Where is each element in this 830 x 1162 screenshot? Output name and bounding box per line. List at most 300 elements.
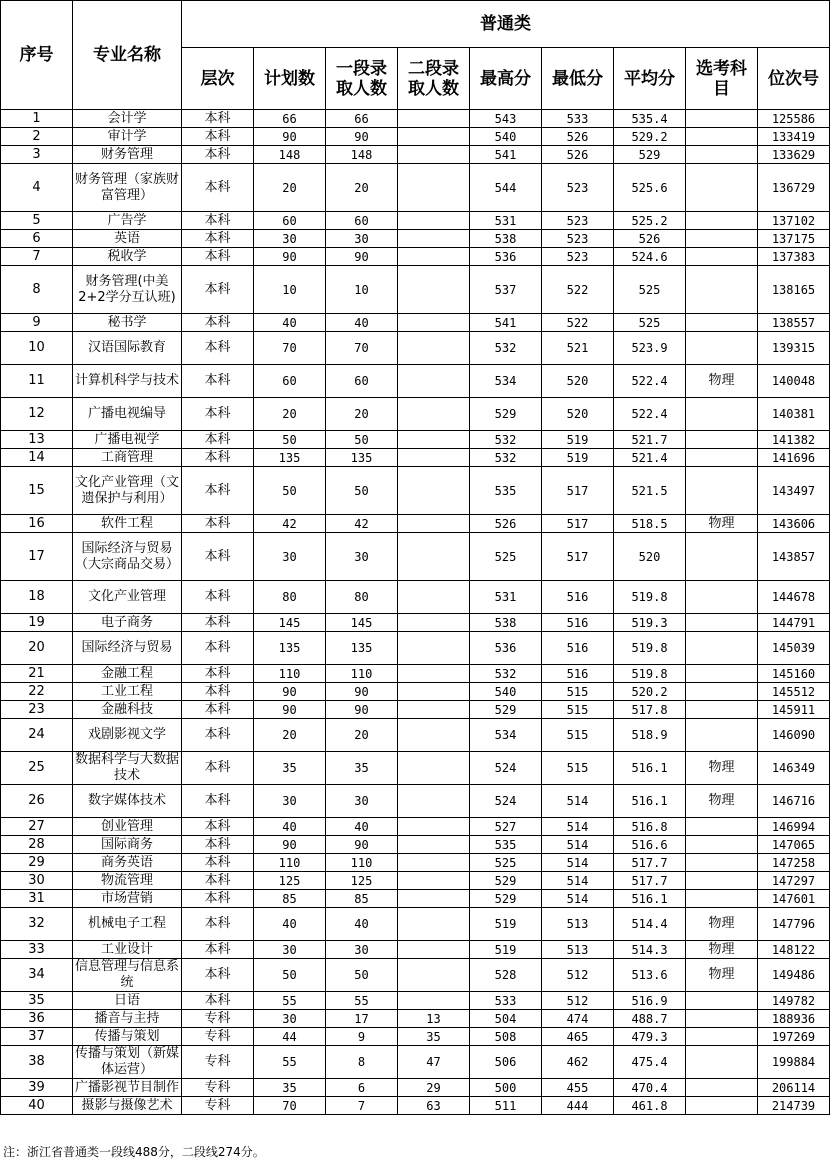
cell-level: 本科 bbox=[182, 431, 254, 449]
cell-rank: 144678 bbox=[758, 581, 830, 614]
cell-major: 日语 bbox=[73, 992, 182, 1010]
cell-seq: 12 bbox=[1, 398, 73, 431]
cell-major: 财务管理(中美2+2学分互认班) bbox=[73, 266, 182, 314]
cell-avg-score: 518.9 bbox=[614, 719, 686, 752]
cell-second-stage bbox=[398, 908, 470, 941]
cell-min-score: 512 bbox=[542, 959, 614, 992]
cell-seq: 20 bbox=[1, 632, 73, 665]
cell-major: 会计学 bbox=[73, 110, 182, 128]
cell-min-score: 521 bbox=[542, 332, 614, 365]
cell-first-stage: 40 bbox=[326, 908, 398, 941]
cell-level: 本科 bbox=[182, 701, 254, 719]
cell-min-score: 515 bbox=[542, 701, 614, 719]
cell-plan: 20 bbox=[254, 164, 326, 212]
cell-level: 专科 bbox=[182, 1046, 254, 1079]
cell-max-score: 540 bbox=[470, 128, 542, 146]
cell-max-score: 527 bbox=[470, 818, 542, 836]
cell-second-stage bbox=[398, 110, 470, 128]
cell-rank: 140381 bbox=[758, 398, 830, 431]
cell-max-score: 537 bbox=[470, 266, 542, 314]
table-row bbox=[1, 632, 830, 665]
cell-first-stage: 125 bbox=[326, 872, 398, 890]
table-row bbox=[1, 467, 830, 515]
cell-plan: 20 bbox=[254, 719, 326, 752]
cell-major: 财务管理 bbox=[73, 146, 182, 164]
cell-second-stage bbox=[398, 467, 470, 515]
cell-first-stage: 20 bbox=[326, 398, 398, 431]
cell-avg-score: 461.8 bbox=[614, 1097, 686, 1115]
cell-max-score: 532 bbox=[470, 449, 542, 467]
cell-seq: 4 bbox=[1, 164, 73, 212]
cell-plan: 80 bbox=[254, 581, 326, 614]
cell-first-stage: 110 bbox=[326, 854, 398, 872]
cell-seq: 11 bbox=[1, 365, 73, 398]
cell-first-stage: 20 bbox=[326, 719, 398, 752]
cell-second-stage bbox=[398, 398, 470, 431]
cell-first-stage: 90 bbox=[326, 248, 398, 266]
table-row bbox=[1, 1079, 830, 1097]
cell-major: 国际经济与贸易 bbox=[73, 632, 182, 665]
cell-second-stage: 29 bbox=[398, 1079, 470, 1097]
cell-seq: 16 bbox=[1, 515, 73, 533]
cell-rank: 136729 bbox=[758, 164, 830, 212]
cell-rank: 140048 bbox=[758, 365, 830, 398]
cell-plan: 85 bbox=[254, 890, 326, 908]
cell-major: 电子商务 bbox=[73, 614, 182, 632]
cell-seq: 21 bbox=[1, 665, 73, 683]
cell-first-stage: 6 bbox=[326, 1079, 398, 1097]
cell-level: 本科 bbox=[182, 785, 254, 818]
cell-level: 本科 bbox=[182, 683, 254, 701]
cell-level: 本科 bbox=[182, 467, 254, 515]
cell-plan: 55 bbox=[254, 992, 326, 1010]
cell-second-stage: 35 bbox=[398, 1028, 470, 1046]
cell-max-score: 544 bbox=[470, 164, 542, 212]
cell-avg-score: 519.8 bbox=[614, 632, 686, 665]
cell-max-score: 534 bbox=[470, 719, 542, 752]
cell-seq: 30 bbox=[1, 872, 73, 890]
cell-plan: 10 bbox=[254, 266, 326, 314]
cell-avg-score: 525 bbox=[614, 266, 686, 314]
cell-max-score: 529 bbox=[470, 398, 542, 431]
cell-rank: 188936 bbox=[758, 1010, 830, 1028]
cell-first-stage: 90 bbox=[326, 683, 398, 701]
cell-max-score: 532 bbox=[470, 665, 542, 683]
cell-min-score: 516 bbox=[542, 632, 614, 665]
cell-plan: 90 bbox=[254, 836, 326, 854]
cell-first-stage: 148 bbox=[326, 146, 398, 164]
cell-avg-score: 520.2 bbox=[614, 683, 686, 701]
cell-subject: 物理 bbox=[686, 959, 758, 992]
cell-level: 本科 bbox=[182, 614, 254, 632]
cell-level: 本科 bbox=[182, 992, 254, 1010]
cell-major: 机械电子工程 bbox=[73, 908, 182, 941]
cell-second-stage bbox=[398, 959, 470, 992]
cell-level: 本科 bbox=[182, 908, 254, 941]
cell-avg-score: 513.6 bbox=[614, 959, 686, 992]
cell-max-score: 538 bbox=[470, 614, 542, 632]
cell-rank: 145160 bbox=[758, 665, 830, 683]
cell-major: 金融科技 bbox=[73, 701, 182, 719]
cell-first-stage: 30 bbox=[326, 533, 398, 581]
cell-major: 英语 bbox=[73, 230, 182, 248]
cell-seq: 38 bbox=[1, 1046, 73, 1079]
cell-plan: 42 bbox=[254, 515, 326, 533]
cell-avg-score: 516.9 bbox=[614, 992, 686, 1010]
cell-rank: 146716 bbox=[758, 785, 830, 818]
cell-level: 本科 bbox=[182, 752, 254, 785]
cell-subject bbox=[686, 212, 758, 230]
cell-plan: 50 bbox=[254, 959, 326, 992]
cell-subject: 物理 bbox=[686, 785, 758, 818]
cell-plan: 30 bbox=[254, 230, 326, 248]
cell-second-stage bbox=[398, 212, 470, 230]
cell-level: 本科 bbox=[182, 872, 254, 890]
cell-avg-score: 516.6 bbox=[614, 836, 686, 854]
cell-major: 传播与策划 bbox=[73, 1028, 182, 1046]
table-row bbox=[1, 365, 830, 398]
header-level: 层次 bbox=[182, 48, 254, 110]
cell-major: 审计学 bbox=[73, 128, 182, 146]
cell-rank: 145512 bbox=[758, 683, 830, 701]
cell-plan: 110 bbox=[254, 854, 326, 872]
cell-min-score: 519 bbox=[542, 449, 614, 467]
cell-min-score: 526 bbox=[542, 128, 614, 146]
cell-plan: 145 bbox=[254, 614, 326, 632]
cell-seq: 15 bbox=[1, 467, 73, 515]
cell-avg-score: 520 bbox=[614, 533, 686, 581]
cell-min-score: 519 bbox=[542, 431, 614, 449]
cell-min-score: 526 bbox=[542, 146, 614, 164]
cell-major: 软件工程 bbox=[73, 515, 182, 533]
cell-plan: 40 bbox=[254, 908, 326, 941]
cell-subject bbox=[686, 266, 758, 314]
cell-max-score: 506 bbox=[470, 1046, 542, 1079]
cell-avg-score: 529.2 bbox=[614, 128, 686, 146]
cell-level: 本科 bbox=[182, 146, 254, 164]
table-row bbox=[1, 665, 830, 683]
cell-major: 税收学 bbox=[73, 248, 182, 266]
table-row bbox=[1, 581, 830, 614]
cell-major: 数字媒体技术 bbox=[73, 785, 182, 818]
header-group: 普通类 bbox=[182, 1, 830, 48]
cell-level: 本科 bbox=[182, 128, 254, 146]
cell-major: 秘书学 bbox=[73, 314, 182, 332]
cell-max-score: 535 bbox=[470, 836, 542, 854]
cell-level: 本科 bbox=[182, 515, 254, 533]
cell-seq: 26 bbox=[1, 785, 73, 818]
header-first-stage: 一段录 取人数 bbox=[326, 48, 398, 110]
table-row bbox=[1, 398, 830, 431]
header-min-score: 最低分 bbox=[542, 48, 614, 110]
cell-level: 本科 bbox=[182, 266, 254, 314]
cell-first-stage: 35 bbox=[326, 752, 398, 785]
cell-second-stage bbox=[398, 752, 470, 785]
cell-level: 专科 bbox=[182, 1010, 254, 1028]
cell-subject bbox=[686, 1079, 758, 1097]
cell-rank: 149486 bbox=[758, 959, 830, 992]
cell-level: 本科 bbox=[182, 836, 254, 854]
cell-min-score: 520 bbox=[542, 365, 614, 398]
cell-major: 计算机科学与技术 bbox=[73, 365, 182, 398]
cell-seq: 24 bbox=[1, 719, 73, 752]
cell-rank: 199884 bbox=[758, 1046, 830, 1079]
cell-rank: 148122 bbox=[758, 941, 830, 959]
cell-major: 广播电视编导 bbox=[73, 398, 182, 431]
cell-first-stage: 9 bbox=[326, 1028, 398, 1046]
cell-min-score: 514 bbox=[542, 854, 614, 872]
cell-second-stage bbox=[398, 515, 470, 533]
table-row bbox=[1, 1097, 830, 1115]
cell-plan: 60 bbox=[254, 365, 326, 398]
cell-second-stage bbox=[398, 128, 470, 146]
cell-second-stage bbox=[398, 230, 470, 248]
cell-plan: 30 bbox=[254, 785, 326, 818]
cell-rank: 137175 bbox=[758, 230, 830, 248]
cell-second-stage bbox=[398, 701, 470, 719]
cell-plan: 60 bbox=[254, 212, 326, 230]
cell-level: 本科 bbox=[182, 890, 254, 908]
cell-min-score: 455 bbox=[542, 1079, 614, 1097]
cell-avg-score: 522.4 bbox=[614, 365, 686, 398]
cell-subject bbox=[686, 890, 758, 908]
cell-subject bbox=[686, 632, 758, 665]
cell-avg-score: 518.5 bbox=[614, 515, 686, 533]
cell-first-stage: 145 bbox=[326, 614, 398, 632]
cell-min-score: 523 bbox=[542, 248, 614, 266]
cell-avg-score: 516.1 bbox=[614, 752, 686, 785]
cell-rank: 197269 bbox=[758, 1028, 830, 1046]
cell-major: 工商管理 bbox=[73, 449, 182, 467]
cell-max-score: 536 bbox=[470, 632, 542, 665]
cell-seq: 25 bbox=[1, 752, 73, 785]
table-row bbox=[1, 164, 830, 212]
cell-subject bbox=[686, 1046, 758, 1079]
cell-avg-score: 524.6 bbox=[614, 248, 686, 266]
cell-rank: 147258 bbox=[758, 854, 830, 872]
cell-subject bbox=[686, 128, 758, 146]
cell-major: 信息管理与信息系统 bbox=[73, 959, 182, 992]
table-row bbox=[1, 908, 830, 941]
table-row bbox=[1, 1046, 830, 1079]
cell-plan: 40 bbox=[254, 314, 326, 332]
cell-subject: 物理 bbox=[686, 941, 758, 959]
cell-first-stage: 60 bbox=[326, 365, 398, 398]
cell-avg-score: 514.3 bbox=[614, 941, 686, 959]
table-row bbox=[1, 719, 830, 752]
cell-major: 物流管理 bbox=[73, 872, 182, 890]
cell-seq: 29 bbox=[1, 854, 73, 872]
cell-rank: 147796 bbox=[758, 908, 830, 941]
cell-seq: 6 bbox=[1, 230, 73, 248]
cell-major: 文化产业管理（文遗保护与利用） bbox=[73, 467, 182, 515]
cell-avg-score: 526 bbox=[614, 230, 686, 248]
cell-first-stage: 66 bbox=[326, 110, 398, 128]
cell-second-stage bbox=[398, 614, 470, 632]
table-row bbox=[1, 431, 830, 449]
cell-level: 专科 bbox=[182, 1079, 254, 1097]
cell-avg-score: 525 bbox=[614, 314, 686, 332]
cell-level: 本科 bbox=[182, 398, 254, 431]
table-row bbox=[1, 110, 830, 128]
cell-first-stage: 40 bbox=[326, 818, 398, 836]
table-row bbox=[1, 1010, 830, 1028]
header-major: 专业名称 bbox=[73, 1, 182, 110]
cell-level: 本科 bbox=[182, 110, 254, 128]
cell-level: 本科 bbox=[182, 314, 254, 332]
cell-min-score: 515 bbox=[542, 683, 614, 701]
cell-rank: 146349 bbox=[758, 752, 830, 785]
cell-second-stage bbox=[398, 314, 470, 332]
cell-plan: 30 bbox=[254, 1010, 326, 1028]
cell-max-score: 524 bbox=[470, 785, 542, 818]
cell-first-stage: 110 bbox=[326, 665, 398, 683]
cell-seq: 28 bbox=[1, 836, 73, 854]
cell-seq: 34 bbox=[1, 959, 73, 992]
cell-avg-score: 475.4 bbox=[614, 1046, 686, 1079]
cell-plan: 30 bbox=[254, 533, 326, 581]
cell-subject: 物理 bbox=[686, 515, 758, 533]
cell-max-score: 525 bbox=[470, 533, 542, 581]
cell-plan: 40 bbox=[254, 818, 326, 836]
cell-min-score: 515 bbox=[542, 719, 614, 752]
table-row bbox=[1, 701, 830, 719]
cell-subject bbox=[686, 332, 758, 365]
cell-seq: 39 bbox=[1, 1079, 73, 1097]
cell-second-stage bbox=[398, 872, 470, 890]
cell-subject bbox=[686, 449, 758, 467]
cell-plan: 20 bbox=[254, 398, 326, 431]
cell-plan: 35 bbox=[254, 752, 326, 785]
cell-major: 市场营销 bbox=[73, 890, 182, 908]
cell-subject bbox=[686, 431, 758, 449]
cell-first-stage: 90 bbox=[326, 836, 398, 854]
cell-second-stage bbox=[398, 890, 470, 908]
cell-level: 本科 bbox=[182, 581, 254, 614]
cell-major: 汉语国际教育 bbox=[73, 332, 182, 365]
cell-seq: 19 bbox=[1, 614, 73, 632]
cell-min-score: 474 bbox=[542, 1010, 614, 1028]
cell-rank: 144791 bbox=[758, 614, 830, 632]
cell-major: 文化产业管理 bbox=[73, 581, 182, 614]
table-row bbox=[1, 230, 830, 248]
cell-plan: 135 bbox=[254, 449, 326, 467]
cell-rank: 141382 bbox=[758, 431, 830, 449]
cell-plan: 50 bbox=[254, 431, 326, 449]
cell-plan: 90 bbox=[254, 128, 326, 146]
cell-subject bbox=[686, 701, 758, 719]
cell-plan: 90 bbox=[254, 683, 326, 701]
cell-subject bbox=[686, 836, 758, 854]
cell-level: 本科 bbox=[182, 449, 254, 467]
cell-first-stage: 50 bbox=[326, 431, 398, 449]
cell-subject bbox=[686, 1010, 758, 1028]
cell-seq: 31 bbox=[1, 890, 73, 908]
cell-rank: 133629 bbox=[758, 146, 830, 164]
cell-rank: 214739 bbox=[758, 1097, 830, 1115]
cell-second-stage: 63 bbox=[398, 1097, 470, 1115]
cell-second-stage bbox=[398, 533, 470, 581]
cell-min-score: 516 bbox=[542, 581, 614, 614]
cell-min-score: 516 bbox=[542, 665, 614, 683]
cell-subject bbox=[686, 854, 758, 872]
cell-major: 工业设计 bbox=[73, 941, 182, 959]
cell-max-score: 511 bbox=[470, 1097, 542, 1115]
cell-avg-score: 516.1 bbox=[614, 890, 686, 908]
cell-subject: 物理 bbox=[686, 908, 758, 941]
cell-level: 专科 bbox=[182, 1097, 254, 1115]
cell-avg-score: 514.4 bbox=[614, 908, 686, 941]
cell-rank: 138557 bbox=[758, 314, 830, 332]
cell-rank: 141696 bbox=[758, 449, 830, 467]
cell-max-score: 532 bbox=[470, 431, 542, 449]
cell-min-score: 517 bbox=[542, 515, 614, 533]
cell-plan: 135 bbox=[254, 632, 326, 665]
cell-avg-score: 516.1 bbox=[614, 785, 686, 818]
cell-second-stage bbox=[398, 332, 470, 365]
footnote: 注：浙江省普通类一段线488分，二段线274分。 bbox=[3, 1145, 265, 1159]
cell-max-score: 519 bbox=[470, 941, 542, 959]
cell-subject bbox=[686, 1097, 758, 1115]
cell-subject bbox=[686, 665, 758, 683]
cell-plan: 44 bbox=[254, 1028, 326, 1046]
cell-min-score: 514 bbox=[542, 785, 614, 818]
cell-avg-score: 516.8 bbox=[614, 818, 686, 836]
cell-first-stage: 20 bbox=[326, 164, 398, 212]
cell-second-stage bbox=[398, 836, 470, 854]
cell-rank: 146994 bbox=[758, 818, 830, 836]
table-row bbox=[1, 854, 830, 872]
cell-avg-score: 470.4 bbox=[614, 1079, 686, 1097]
cell-level: 本科 bbox=[182, 854, 254, 872]
cell-plan: 66 bbox=[254, 110, 326, 128]
cell-min-score: 520 bbox=[542, 398, 614, 431]
cell-major: 摄影与摄像艺术 bbox=[73, 1097, 182, 1115]
cell-second-stage: 13 bbox=[398, 1010, 470, 1028]
cell-rank: 145911 bbox=[758, 701, 830, 719]
cell-level: 本科 bbox=[182, 332, 254, 365]
cell-min-score: 522 bbox=[542, 266, 614, 314]
table-row bbox=[1, 1028, 830, 1046]
cell-seq: 32 bbox=[1, 908, 73, 941]
cell-min-score: 514 bbox=[542, 836, 614, 854]
header-second-stage: 二段录 取人数 bbox=[398, 48, 470, 110]
cell-level: 本科 bbox=[182, 632, 254, 665]
cell-seq: 33 bbox=[1, 941, 73, 959]
cell-seq: 2 bbox=[1, 128, 73, 146]
cell-min-score: 514 bbox=[542, 818, 614, 836]
cell-subject bbox=[686, 683, 758, 701]
cell-seq: 1 bbox=[1, 110, 73, 128]
cell-first-stage: 80 bbox=[326, 581, 398, 614]
cell-max-score: 541 bbox=[470, 146, 542, 164]
cell-second-stage bbox=[398, 449, 470, 467]
cell-first-stage: 30 bbox=[326, 230, 398, 248]
cell-level: 本科 bbox=[182, 230, 254, 248]
cell-second-stage bbox=[398, 854, 470, 872]
cell-rank: 143857 bbox=[758, 533, 830, 581]
cell-plan: 125 bbox=[254, 872, 326, 890]
cell-avg-score: 479.3 bbox=[614, 1028, 686, 1046]
header-max-score: 最高分 bbox=[470, 48, 542, 110]
cell-rank: 137102 bbox=[758, 212, 830, 230]
cell-major: 戏剧影视文学 bbox=[73, 719, 182, 752]
cell-seq: 8 bbox=[1, 266, 73, 314]
cell-first-stage: 55 bbox=[326, 992, 398, 1010]
cell-level: 本科 bbox=[182, 959, 254, 992]
table-row bbox=[1, 872, 830, 890]
cell-max-score: 529 bbox=[470, 890, 542, 908]
